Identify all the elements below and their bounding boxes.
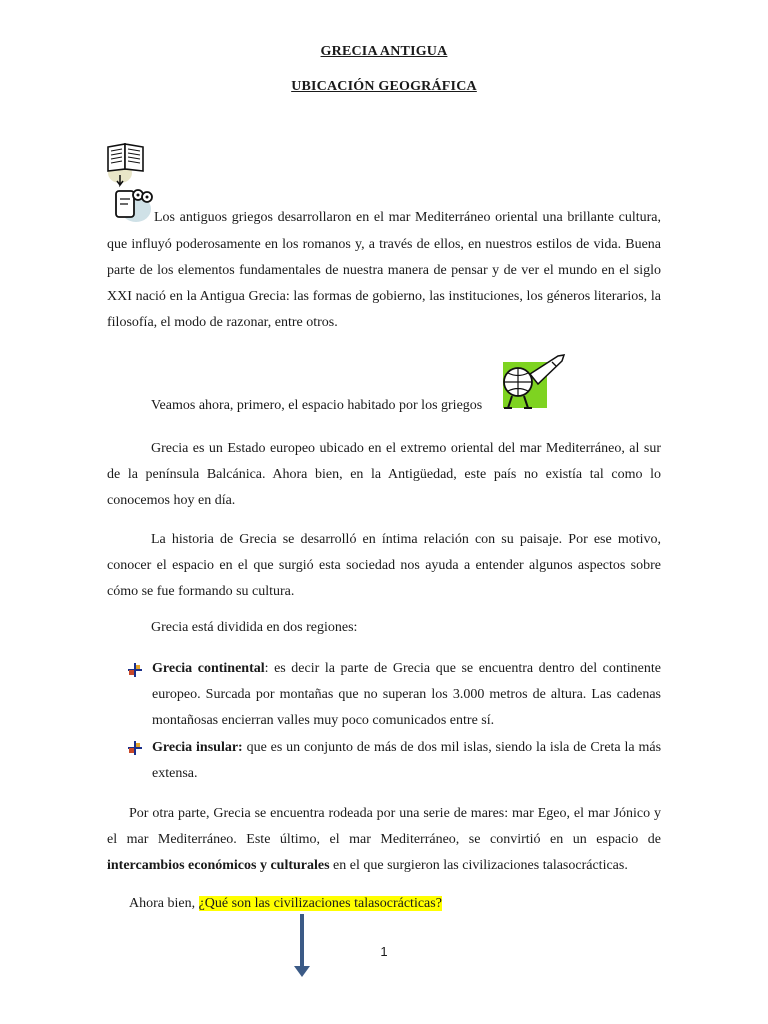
page-number: 1: [380, 944, 388, 959]
intro-paragraph: que influyó poderosamente en los romanos y, a través de ellos, en nuestros estilos de vida. Buena parte de los elementos fundamentales de nuestra manera de pensar y de ver el mundo en el siglo XXI nació en la Antigua Grecia: las formas de gobierno, las instituciones, los géneros literarios, la filosofía, el modo de razonar, entre otros.: [107, 237, 661, 330]
intro-first-line: Los antiguos griegos desarrollaron en el mar Mediterráneo oriental una brillante cultura,: [154, 210, 661, 225]
reading-book-icon: [106, 141, 154, 223]
paragraph-mares: [107, 801, 661, 879]
bullet-text: que es un conjunto de más de dos mil islas, siendo la isla de Creta la más extensa.: [152, 740, 662, 781]
paragraph-veamos: Veamos ahora, primero, el espacio habitado por los griegos: [151, 398, 483, 413]
document-title: GRECIA ANTIGUA: [320, 44, 448, 59]
paragraph-grecia-estado: Grecia es un Estado europeo ubicado en el extremo oriental del mar Mediterráneo, al sur de la península Balcánica. Ahora bien, en la Antigüedad, este país no existía tal como lo conocemos hoy en día.: [107, 441, 661, 508]
bullet-term: Grecia insular:: [152, 740, 243, 755]
bullet-grecia-continental: [152, 656, 661, 734]
bullet-icon: [128, 663, 142, 677]
paragraph-mares-end: en el que surgieron las civilizaciones talasocrácticas.: [329, 858, 628, 873]
bullet-grecia-insular: [152, 735, 661, 787]
paragraph-regiones: Grecia está dividida en dos regiones:: [151, 620, 358, 635]
paragraph-pregunta: [129, 896, 442, 912]
question-lead: Ahora bien,: [129, 896, 199, 911]
globe-rocket-icon: [496, 352, 568, 414]
bullet-text: : es decir la parte de Grecia que se encuentra dentro del continente europeo. Surcada por montañas que no superan los 3.000 metros de altura. Las cadenas montañosas encierran valles muy poco comunicados entre sí.: [152, 661, 661, 728]
bullet-term: Grecia continental: [152, 661, 265, 676]
paragraph-mares-text: Por otra parte, Grecia se encuentra rodeada por una serie de mares: mar Egeo, el mar Jónico y el mar Mediterráneo. Este último, el mar Mediterráneo, se convirtió en un espacio de: [107, 806, 661, 847]
document-subtitle: UBICACIÓN GEOGRÁFICA: [291, 79, 477, 94]
bold-phrase: intercambios económicos y culturales: [107, 858, 330, 873]
highlighted-question: ¿Qué son las civilizaciones talasocrácticas?: [198, 896, 442, 911]
paragraph-historia: La historia de Grecia se desarrolló en íntima relación con su paisaje. Por ese motivo, conocer el espacio en el que surgió esta sociedad nos ayuda a entender algunos aspectos sobre cómo se fue formando su cultura.: [107, 532, 661, 599]
bullet-icon: [128, 741, 142, 755]
